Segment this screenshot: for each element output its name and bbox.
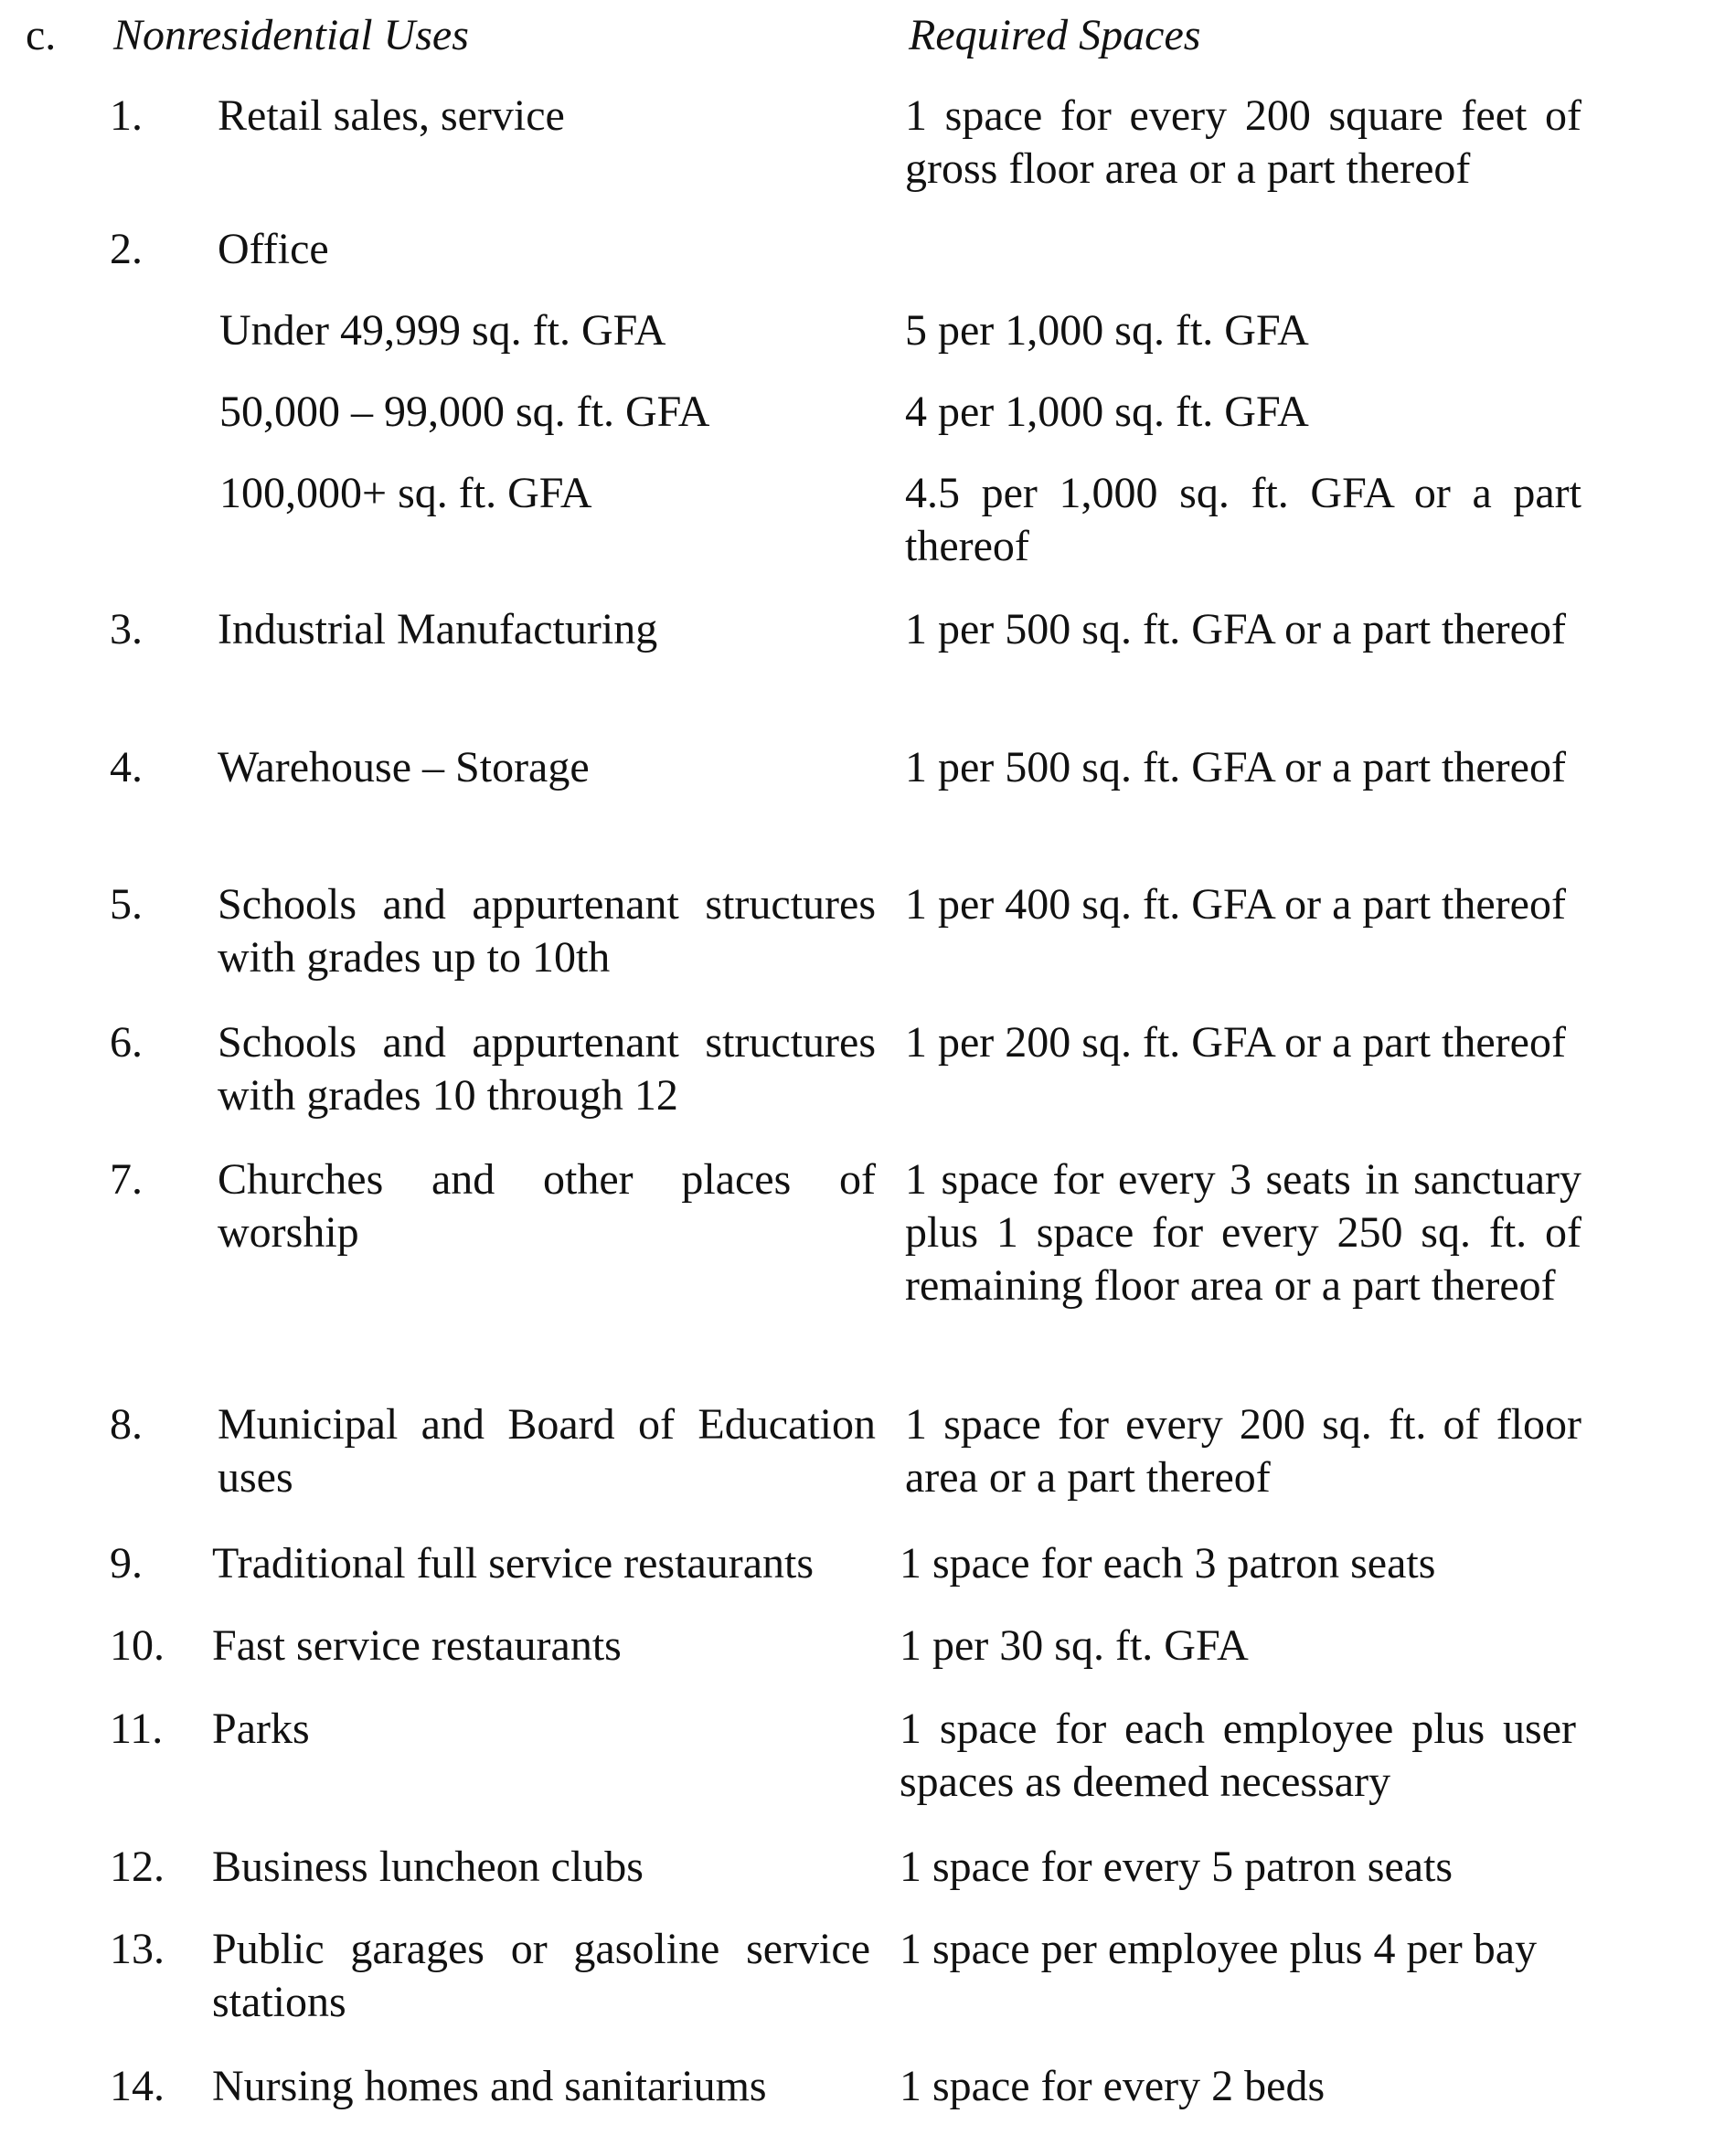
required-spaces: 1 space for every 5 patron seats [900, 1843, 1453, 1891]
item-number: 7. [110, 1155, 143, 1204]
required-spaces: 1 per 400 sq. ft. GFA or a part thereof [905, 880, 1566, 929]
use-description: Retail sales, service [218, 91, 565, 140]
item-number: 8. [110, 1400, 143, 1449]
item-number: 14. [110, 2062, 165, 2110]
use-description: Schools and appurtenant structures with grades 10 through 12 [218, 1018, 876, 1120]
required-spaces: 1 per 500 sq. ft. GFA or a part thereof [905, 743, 1566, 791]
required-spaces: 1 space for every 3 seats in sanctuary plus 1 space for every 250 sq. ft. of remaining floor area or a part thereof [905, 1155, 1581, 1310]
item-number: 9. [110, 1539, 143, 1588]
use-description: Parks [212, 1705, 310, 1753]
use-description: Churches and other places of worship [218, 1155, 876, 1257]
section-letter: c. [26, 11, 57, 59]
use-description: Under 49,999 sq. ft. GFA [219, 306, 666, 355]
required-spaces: 4.5 per 1,000 sq. ft. GFA or a part thereof [905, 469, 1581, 570]
required-spaces: 1 space per employee plus 4 per bay [900, 1925, 1538, 1973]
required-spaces: 1 space for every 200 square feet of gross floor area or a part thereof [905, 91, 1581, 193]
use-description: Business luncheon clubs [212, 1843, 644, 1891]
item-number: 6. [110, 1018, 143, 1067]
item-number: 5. [110, 880, 143, 929]
required-spaces: 1 per 500 sq. ft. GFA or a part thereof [905, 605, 1566, 653]
item-number: 10. [110, 1621, 165, 1670]
item-number: 3. [110, 605, 143, 653]
use-description: Municipal and Board of Education uses [218, 1400, 876, 1502]
item-number: 13. [110, 1925, 165, 1973]
use-description: 50,000 – 99,000 sq. ft. GFA [219, 388, 710, 436]
item-number: 12. [110, 1843, 165, 1891]
item-number: 1. [110, 91, 143, 140]
required-spaces: 1 space for every 200 sq. ft. of floor area or a part thereof [905, 1400, 1581, 1502]
use-description: Warehouse – Storage [218, 743, 590, 791]
required-spaces: 1 space for each 3 patron seats [900, 1539, 1436, 1588]
uses-column-heading: Nonresidential Uses [113, 11, 469, 59]
required-spaces: 1 per 200 sq. ft. GFA or a part thereof [905, 1018, 1566, 1067]
spaces-column-heading: Required Spaces [909, 11, 1201, 59]
use-description: Industrial Manufacturing [218, 605, 658, 653]
item-number: 2. [110, 225, 143, 273]
use-description: Public garages or gasoline service stations [212, 1925, 870, 2026]
item-number: 11. [110, 1705, 164, 1753]
use-description: Nursing homes and sanitariums [212, 2062, 767, 2110]
use-description: Office [218, 225, 329, 273]
required-spaces: 5 per 1,000 sq. ft. GFA [905, 306, 1309, 355]
required-spaces: 1 space for every 2 beds [900, 2062, 1326, 2110]
use-description: Schools and appurtenant structures with grades up to 10th [218, 880, 876, 982]
required-spaces: 1 per 30 sq. ft. GFA [900, 1621, 1249, 1670]
required-spaces: 1 space for each employee plus user spaces as deemed necessary [900, 1705, 1576, 1806]
required-spaces: 4 per 1,000 sq. ft. GFA [905, 388, 1309, 436]
item-number: 4. [110, 743, 143, 791]
use-description: Fast service restaurants [212, 1621, 622, 1670]
use-description: 100,000+ sq. ft. GFA [219, 469, 592, 517]
use-description: Traditional full service restaurants [212, 1539, 815, 1588]
